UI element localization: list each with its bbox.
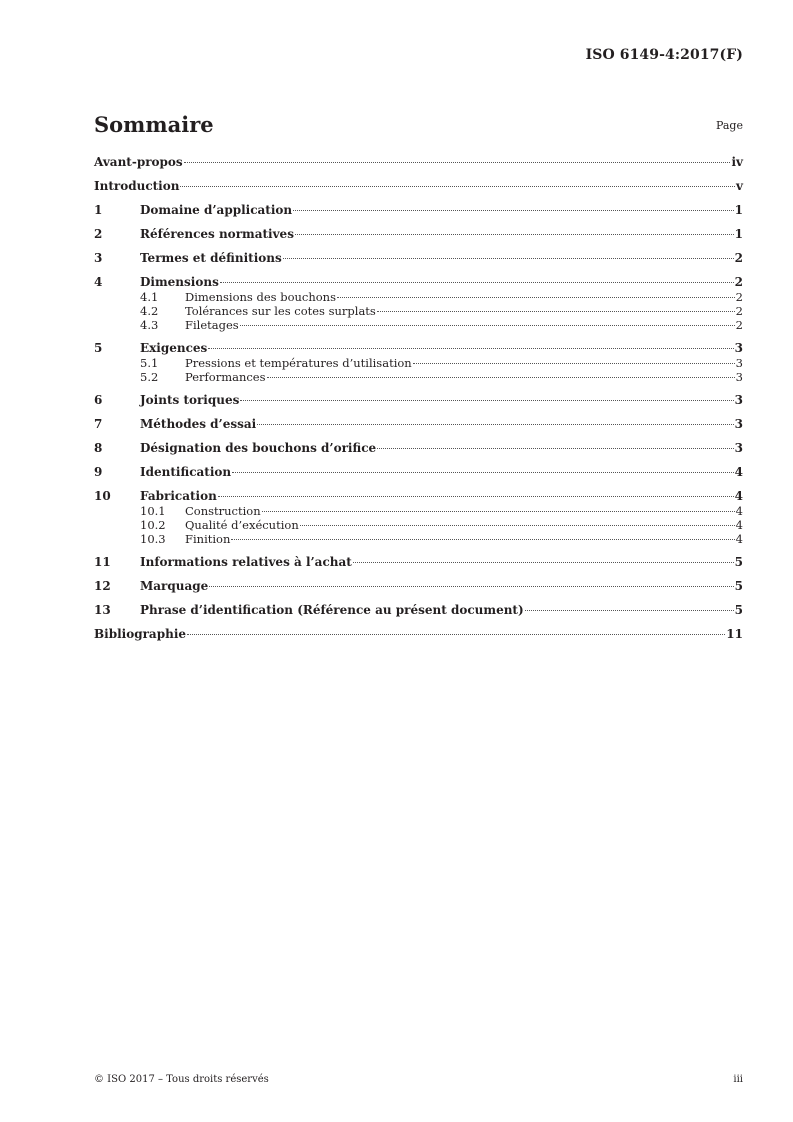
toc-subentry[interactable] (94, 370, 743, 384)
toc-entry-label: Construction (185, 504, 261, 518)
toc-leader-dots (525, 610, 734, 611)
toc-entry-label: Marquage (140, 579, 209, 593)
toc-entry-label: Performances (185, 370, 266, 384)
toc-entry-page: 2 (734, 275, 743, 289)
toc-entry-label: Identification (140, 465, 232, 479)
toc-entry[interactable] (94, 392, 743, 408)
toc-entry-label: Domaine d’application (140, 203, 293, 217)
toc-leader-dots (184, 162, 731, 163)
toc-subentry[interactable] (94, 356, 743, 370)
toc-entry-page: 11 (726, 627, 743, 641)
toc-entry-label: Finition (185, 532, 231, 546)
table-of-contents (94, 154, 743, 642)
toc-entry[interactable] (94, 488, 743, 504)
toc-entry-page: 4 (734, 465, 743, 479)
toc-leader-dots (187, 634, 725, 635)
toc-entry[interactable] (94, 226, 743, 242)
toc-entry-label: Désignation des bouchons d’orifice (140, 441, 377, 455)
toc-entry-label: Bibliographie (94, 627, 187, 641)
toc-entry-number: 10.3 (140, 532, 166, 546)
toc-entry-label: Méthodes d’essai (140, 417, 257, 431)
toc-entry-page: 3 (734, 393, 743, 407)
page-title: Sommaire (94, 112, 214, 137)
toc-leader-dots (257, 424, 733, 425)
toc-entry-number: 3 (94, 251, 103, 265)
toc-entry-number: 12 (94, 579, 111, 593)
toc-entry-number: 11 (94, 555, 111, 569)
toc-entry-page: 5 (734, 579, 743, 593)
toc-entry-page: 4 (735, 532, 743, 546)
toc-leader-dots (353, 562, 734, 563)
toc-entry[interactable] (94, 602, 743, 618)
toc-leader-dots (267, 377, 735, 378)
toc-leader-dots (377, 448, 733, 449)
toc-entry[interactable] (94, 464, 743, 480)
toc-entry-label: Qualité d’exécution (185, 518, 299, 532)
toc-entry[interactable] (94, 274, 743, 290)
toc-entry[interactable] (94, 416, 743, 432)
toc-leader-dots (283, 258, 734, 259)
toc-entry-label: Fabrication (140, 489, 217, 503)
toc-entry-label: Pressions et températures d’utilisation (185, 356, 412, 370)
toc-leader-dots (180, 186, 735, 187)
toc-leader-dots (262, 511, 735, 512)
toc-leader-dots (300, 525, 735, 526)
toc-leader-dots (240, 400, 733, 401)
toc-entry-label: Dimensions (140, 275, 219, 289)
toc-entry[interactable] (94, 340, 743, 356)
toc-entry[interactable] (94, 578, 743, 594)
toc-entry-number: 9 (94, 465, 103, 479)
toc-entry-label: Phrase d’identification (Référence au présent document) (140, 603, 524, 617)
toc-leader-dots (377, 311, 735, 312)
toc-entry-number: 7 (94, 417, 103, 431)
toc-entry-label: Références normatives (140, 227, 294, 241)
toc-leader-dots (295, 234, 734, 235)
toc-entry[interactable] (94, 202, 743, 218)
toc-entry-number: 13 (94, 603, 111, 617)
toc-entry-number: 8 (94, 441, 103, 455)
toc-entry-number: 2 (94, 227, 103, 241)
toc-entry-page: 3 (734, 417, 743, 431)
toc-leader-dots (209, 586, 733, 587)
toc-entry-page: 4 (734, 489, 743, 503)
toc-entry-page: 2 (735, 318, 743, 332)
page-column-label: Page (715, 119, 743, 132)
toc-entry-label: Informations relatives à l’achat (140, 555, 352, 569)
toc-entry-label: Termes et définitions (140, 251, 282, 265)
toc-entry-page: 1 (734, 203, 743, 217)
toc-entry-number: 5.2 (140, 370, 159, 384)
toc-leader-dots (232, 472, 734, 473)
toc-leader-dots (220, 282, 734, 283)
toc-subentry[interactable] (94, 532, 743, 546)
toc-entry-number: 4.2 (140, 304, 159, 318)
toc-entry-page: 3 (735, 370, 743, 384)
toc-entry-number: 10.1 (140, 504, 166, 518)
toc-entry-page: 3 (735, 356, 743, 370)
footer-copyright: © ISO 2017 – Tous droits réservés (94, 1074, 269, 1085)
toc-entry-page: 5 (734, 603, 743, 617)
toc-entry-number: 6 (94, 393, 103, 407)
toc-entry-page: 4 (735, 518, 743, 532)
toc-entry-label: Tolérances sur les cotes surplats (185, 304, 376, 318)
toc-entry-label: Avant-propos (94, 155, 183, 169)
toc-entry-page: v (736, 179, 743, 193)
toc-entry-number: 5.1 (140, 356, 159, 370)
toc-leader-dots (208, 348, 733, 349)
toc-entry-page: 1 (734, 227, 743, 241)
toc-leader-dots (337, 297, 735, 298)
toc-entry[interactable] (94, 554, 743, 570)
toc-entry-page: 2 (734, 251, 743, 265)
toc-leader-dots (218, 496, 734, 497)
toc-subentry[interactable] (94, 504, 743, 518)
footer-page-number: iii (733, 1074, 743, 1085)
toc-entry[interactable] (94, 440, 743, 456)
toc-entry-label: Dimensions des bouchons (185, 290, 336, 304)
toc-entry-page: 2 (735, 304, 743, 318)
toc-entry-number: 5 (94, 341, 103, 355)
toc-entry-page: 2 (735, 290, 743, 304)
toc-entry-number: 4 (94, 275, 103, 289)
toc-entry-page: iv (731, 155, 743, 169)
toc-entry[interactable] (94, 154, 743, 170)
toc-entry[interactable] (94, 626, 743, 642)
toc-entry[interactable] (94, 178, 743, 194)
toc-entry-label: Introduction (94, 179, 180, 193)
toc-entry-number: 10.2 (140, 518, 166, 532)
toc-entry-page: 5 (734, 555, 743, 569)
toc-subentry[interactable] (94, 304, 743, 318)
toc-leader-dots (240, 325, 735, 326)
toc-entry-number: 4.3 (140, 318, 159, 332)
toc-leader-dots (413, 363, 735, 364)
toc-subentry[interactable] (94, 318, 743, 332)
toc-leader-dots (231, 539, 734, 540)
toc-entry-label: Exigences (140, 341, 208, 355)
toc-entry[interactable] (94, 250, 743, 266)
toc-entry-page: 4 (735, 504, 743, 518)
toc-entry-label: Joints toriques (140, 393, 240, 407)
toc-subentry[interactable] (94, 518, 743, 532)
toc-entry-label: Filetages (185, 318, 239, 332)
document-id: ISO 6149-4:2017(F) (585, 47, 743, 63)
toc-entry-page: 3 (734, 441, 743, 455)
toc-entry-number: 1 (94, 203, 103, 217)
toc-subentry[interactable] (94, 290, 743, 304)
toc-entry-page: 3 (734, 341, 743, 355)
toc-entry-number: 10 (94, 489, 111, 503)
toc-entry-number: 4.1 (140, 290, 159, 304)
toc-leader-dots (293, 210, 734, 211)
